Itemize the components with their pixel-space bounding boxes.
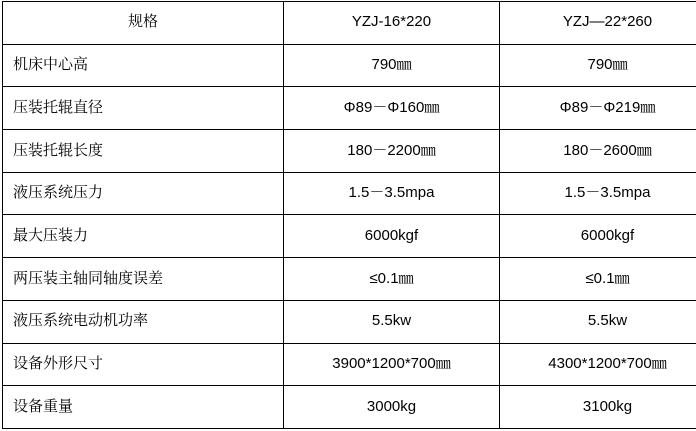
row-value-model-1: 180－2200㎜	[284, 130, 500, 173]
specification-table	[2, 1, 696, 429]
row-label: 压装托辊长度	[3, 130, 284, 173]
row-value-model-1: Φ89－Φ160㎜	[284, 87, 500, 130]
row-label: 两压装主轴同轴度误差	[3, 258, 284, 301]
row-value-model-1: 3900*1200*700㎜	[284, 343, 500, 386]
table-header-row	[3, 2, 696, 45]
row-value-model-2: 180－2600㎜	[500, 130, 696, 173]
row-value-model-1: 3000kg	[284, 386, 500, 429]
row-label: 最大压装力	[3, 215, 284, 258]
row-value-model-1: 1.5－3.5mpa	[284, 172, 500, 215]
table-row	[3, 386, 696, 429]
row-label: 设备重量	[3, 386, 284, 429]
table-row	[3, 343, 696, 386]
row-label: 液压系统压力	[3, 172, 284, 215]
column-header-model-2: YZJ—22*260	[500, 2, 696, 45]
table-row	[3, 87, 696, 130]
table-row	[3, 130, 696, 173]
row-value-model-1: 5.5kw	[284, 300, 500, 343]
row-value-model-2: 6000kgf	[500, 215, 696, 258]
row-value-model-1: ≤0.1㎜	[284, 258, 500, 301]
row-value-model-2: 790㎜	[500, 44, 696, 87]
row-value-model-2: 5.5kw	[500, 300, 696, 343]
table-row	[3, 172, 696, 215]
column-header-model-1: YZJ-16*220	[284, 2, 500, 45]
row-label: 压装托辊直径	[3, 87, 284, 130]
row-value-model-2: 3100kg	[500, 386, 696, 429]
row-value-model-2: 4300*1200*700㎜	[500, 343, 696, 386]
table-body	[3, 2, 696, 429]
row-value-model-2: Φ89－Φ219㎜	[500, 87, 696, 130]
column-header-spec: 规格	[3, 2, 284, 45]
row-value-model-2: 1.5－3.5mpa	[500, 172, 696, 215]
table-row	[3, 258, 696, 301]
row-value-model-1: 6000kgf	[284, 215, 500, 258]
row-label: 液压系统电动机功率	[3, 300, 284, 343]
table-row	[3, 300, 696, 343]
table-row	[3, 215, 696, 258]
row-value-model-1: 790㎜	[284, 44, 500, 87]
row-label: 设备外形尺寸	[3, 343, 284, 386]
table-row	[3, 44, 696, 87]
row-value-model-2: ≤0.1㎜	[500, 258, 696, 301]
row-label: 机床中心高	[3, 44, 284, 87]
